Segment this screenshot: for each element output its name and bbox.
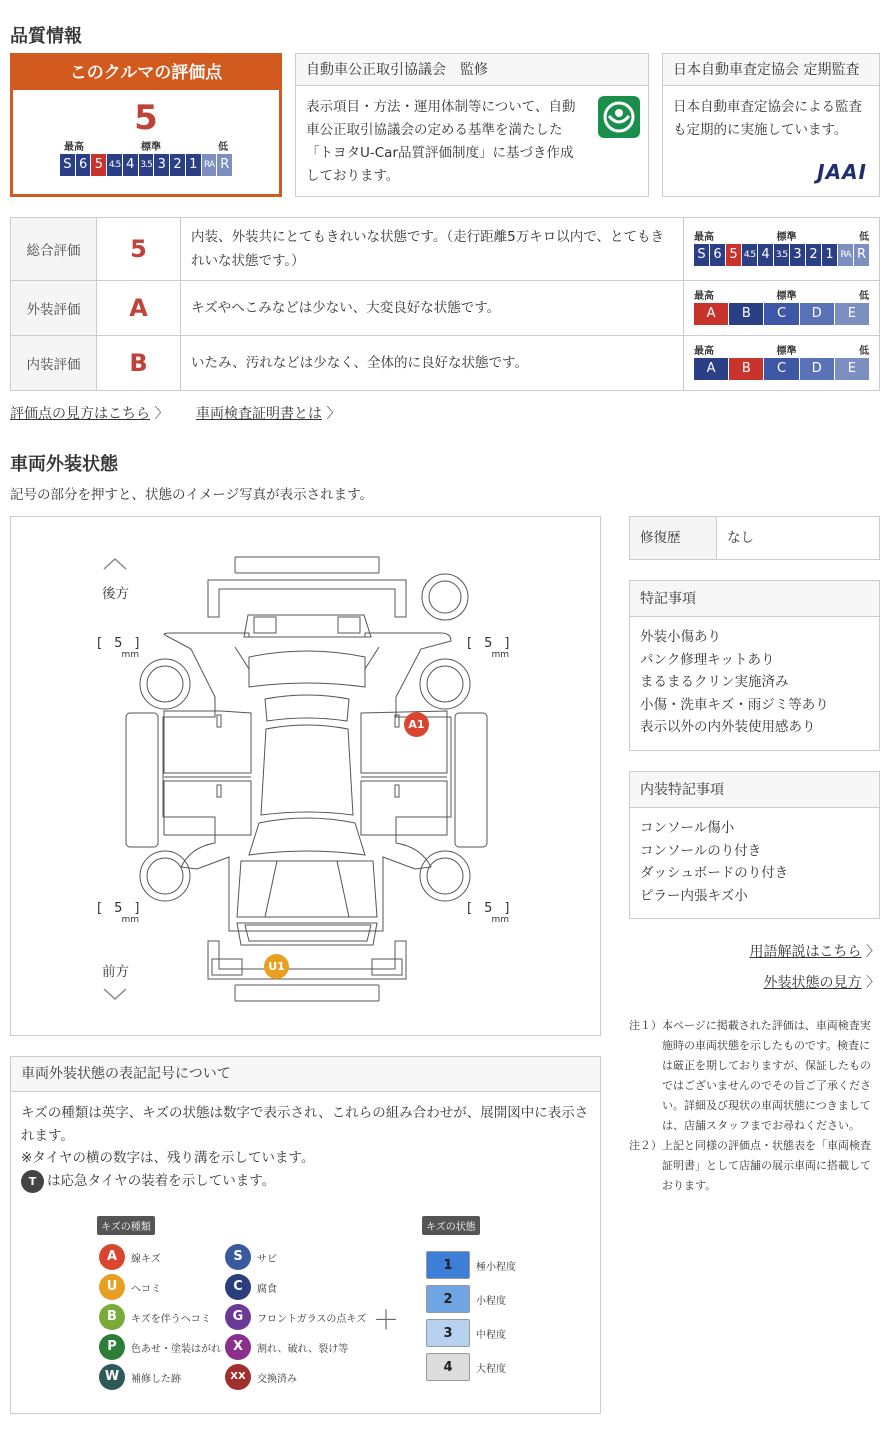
glossary-link[interactable] xyxy=(750,941,880,961)
exterior-howto-link[interactable] xyxy=(764,972,880,992)
scale-step: 2 xyxy=(170,154,185,176)
tread-unit: mm xyxy=(121,650,139,660)
chevron-right-icon: 〉 xyxy=(326,406,341,422)
scale-step: 4.5 xyxy=(107,154,122,176)
table-row xyxy=(11,218,880,281)
damage-kind-icon: U xyxy=(99,1274,125,1300)
damage-level-label: 極小程度 xyxy=(476,1261,516,1273)
scale-step: 1 xyxy=(186,154,201,176)
scale-label-std: 標準 xyxy=(776,291,797,302)
damage-kind-icon: XX xyxy=(225,1364,251,1390)
evaluation-table xyxy=(10,217,880,391)
grade-scale xyxy=(694,303,869,325)
score-scale xyxy=(60,154,232,176)
tread-bracket-open: [ xyxy=(97,636,103,651)
legend-kind xyxy=(225,1362,366,1392)
scale-step: R xyxy=(854,244,869,266)
scale-step: RA xyxy=(838,244,853,266)
grade-step: A xyxy=(694,358,728,380)
tread-rear-left xyxy=(97,636,145,659)
chevron-right-icon: 〉 xyxy=(866,975,880,991)
legend-p1: キズの種類は英字、キズの状態は数字で表示され、これらの組み合わせが、展開図中に表示されます。 xyxy=(21,1105,589,1144)
footnote-text: 本ページに掲載された評価は、車両検査実施時の車両状態を示したものです。検査には厳正を期しておりますが、保証したものではございませんのでその旨ご了承ください。詳細及び現状の車両状態につきましては、店舗スタッフまでお尋ねください。 xyxy=(662,1019,871,1132)
kousei-body: 表示項目・方法・運用体制等について、自動車公正取引協議会の定める基準を満たした「トヨタU-Car品質評価制度」に基づき作成しております。 xyxy=(306,99,576,184)
score-card-value: 5 xyxy=(134,98,158,138)
exterior-heading: 車両外装状態 xyxy=(10,454,118,475)
tread-rear-right xyxy=(467,636,515,659)
tread-bracket-open: [ xyxy=(97,901,103,916)
list-item: まるまるクリン実施済み xyxy=(640,674,789,690)
chevron-right-icon: 〉 xyxy=(154,406,169,422)
list-item: パンク修理キットあり xyxy=(640,651,775,668)
scale-step: 5 xyxy=(91,154,106,176)
damage-kind-icon: S xyxy=(225,1244,251,1270)
damage-kind-label: 腐食 xyxy=(257,1283,277,1295)
tread-front-left xyxy=(97,901,145,924)
eval-desc: キズやへこみなどは少ない、大変良好な状態です。 xyxy=(181,281,684,336)
scale-step: 2 xyxy=(806,244,821,266)
damage-kind-icon: W xyxy=(99,1364,125,1390)
scale-step: 6 xyxy=(76,154,91,176)
scale-label-std: 標準 xyxy=(141,142,161,153)
list-item: 外装小傷あり xyxy=(640,629,721,645)
kousei-logo-icon xyxy=(598,96,640,138)
eval-label: 内装評価 xyxy=(11,336,97,391)
eval-value: B xyxy=(97,336,181,391)
scale-label-std: 標準 xyxy=(776,346,797,357)
legend-p3: は応急タイヤの装着を示しています。 xyxy=(47,1172,276,1189)
damage-level-label: 中程度 xyxy=(476,1329,506,1341)
glossary-label[interactable]: 用語解説はこちら xyxy=(749,944,862,960)
damage-kind-label: フロントガラスの点キズ xyxy=(257,1313,367,1325)
scale-step: 4 xyxy=(758,244,773,266)
tread-value: 5 xyxy=(484,636,493,651)
footnote-text: 上記と同様の評価点・状態表を「車両検査証明書」として店舗の展示車両に搭載しております。 xyxy=(662,1139,871,1192)
exterior-diagram xyxy=(10,516,601,1036)
list-item: ピラー内張キズ小 xyxy=(640,887,748,904)
tread-bracket-close: ] xyxy=(504,901,510,916)
damage-kind-label: 補修した跡 xyxy=(131,1373,181,1385)
legend-state xyxy=(426,1316,516,1350)
kousei-title: 自動車公正取引協議会 監修 xyxy=(296,54,648,86)
table-row xyxy=(11,336,880,391)
grade-step: E xyxy=(835,303,869,325)
scale-label-high: 最高 xyxy=(694,232,714,243)
scale-label-low: 低 xyxy=(859,232,869,243)
score-scale xyxy=(694,244,869,266)
damage-level-icon: 4 xyxy=(426,1353,470,1381)
damage-level-label: 大程度 xyxy=(476,1363,506,1375)
grade-step: A xyxy=(694,303,728,325)
tread-value: 5 xyxy=(114,636,123,651)
legend-kind xyxy=(225,1242,366,1272)
footnote xyxy=(629,1016,880,1136)
scale-step: 3 xyxy=(154,154,169,176)
repair-history xyxy=(629,516,880,560)
scale-step: 5 xyxy=(726,244,741,266)
jaai-body: 日本自動車査定協会による監査も定期的に実施しています。 xyxy=(673,99,862,138)
repair-label: 修復歴 xyxy=(630,517,717,559)
legend-kind xyxy=(99,1332,221,1362)
scale-label-low: 低 xyxy=(218,142,228,153)
damage-kind-icon: A xyxy=(99,1244,125,1270)
interior-title: 内装特記事項 xyxy=(630,772,879,808)
list-item: 表示以外の内外装使用感あり xyxy=(640,719,816,735)
spare-tire-icon: T xyxy=(21,1170,44,1193)
list-item: コンソールのり付き xyxy=(640,842,762,859)
exterior-note: 記号の部分を押すと、状態のイメージ写真が表示されます。 xyxy=(10,487,374,503)
inspection-label[interactable]: 車両検査証明書とは xyxy=(196,406,322,422)
scale-label-low: 低 xyxy=(859,346,869,357)
legend-title: 車両外装状態の表記記号について xyxy=(11,1057,600,1092)
grade-step: C xyxy=(764,303,798,325)
eval-scale xyxy=(684,281,880,336)
damage-kind-icon: G xyxy=(225,1304,251,1330)
table-row xyxy=(11,281,880,336)
jaai-box xyxy=(662,53,880,197)
scale-step: RA xyxy=(202,154,217,176)
kousei-box xyxy=(295,53,649,197)
tread-unit: mm xyxy=(491,650,509,660)
scale-step: 3.5 xyxy=(774,244,789,266)
damage-kind-icon: B xyxy=(99,1304,125,1330)
legend-kind xyxy=(99,1272,221,1302)
tread-front-right xyxy=(467,901,515,924)
legend-state xyxy=(426,1248,516,1282)
damage-kind-label: ヘコミ xyxy=(131,1283,161,1295)
scale-label-high: 最高 xyxy=(694,346,714,357)
exterior-howto-label[interactable]: 外装状態の見方 xyxy=(763,975,862,991)
grade-step: D xyxy=(800,358,834,380)
scale-label-low: 低 xyxy=(859,291,869,302)
eval-value: 5 xyxy=(97,218,181,281)
kinds-right-list xyxy=(225,1242,366,1392)
legend-kind xyxy=(99,1242,221,1272)
damage-level-icon: 1 xyxy=(426,1251,470,1279)
tread-value: 5 xyxy=(484,901,493,916)
footnote-tag: 注２） xyxy=(629,1139,662,1152)
footnote xyxy=(629,1136,880,1196)
scale-step: 4.5 xyxy=(742,244,757,266)
eval-scale xyxy=(684,336,880,391)
rear-label: 後方 xyxy=(102,586,129,602)
scale-step: S xyxy=(60,154,75,176)
grade-step: D xyxy=(800,303,834,325)
interior-notes xyxy=(629,771,880,919)
tread-bracket-close: ] xyxy=(134,901,140,916)
legend-kind xyxy=(225,1272,366,1302)
grade-step: B xyxy=(729,358,763,380)
overall-score-card xyxy=(10,53,282,197)
damage-mark-u1[interactable]: U1 xyxy=(264,954,289,979)
damage-kind-label: 色あせ・塗装はがれ xyxy=(131,1343,221,1355)
chevron-right-icon: 〉 xyxy=(866,944,880,960)
tread-bracket-open: [ xyxy=(467,636,473,651)
legend-p2: ※タイヤの横の数字は、残り溝を示しています。 xyxy=(21,1150,315,1166)
damage-kind-label: サビ xyxy=(257,1253,277,1265)
damage-mark-a1[interactable]: A1 xyxy=(404,712,429,737)
tread-value: 5 xyxy=(114,901,123,916)
eval-howto-link[interactable] xyxy=(10,403,168,423)
repair-value: なし xyxy=(727,530,754,546)
damage-kind-label: キズを伴うヘコミ xyxy=(131,1313,211,1325)
quality-heading: 品質情報 xyxy=(10,26,82,47)
plus-icon: ＋ xyxy=(373,1306,400,1336)
interior-list xyxy=(630,808,879,916)
footnotes xyxy=(629,1016,880,1196)
legend-kind xyxy=(99,1362,221,1392)
tread-bracket-close: ] xyxy=(134,636,140,651)
legend-state xyxy=(426,1350,516,1384)
legend-box xyxy=(10,1056,601,1414)
scale-step: 3 xyxy=(790,244,805,266)
grade-scale xyxy=(694,358,869,380)
grade-step: C xyxy=(764,358,798,380)
eval-label: 総合評価 xyxy=(11,218,97,281)
scale-step: 3.5 xyxy=(139,154,154,176)
tread-bracket-close: ] xyxy=(504,636,510,651)
legend-state xyxy=(426,1282,516,1316)
scale-label-std: 標準 xyxy=(776,232,797,243)
legend-kind xyxy=(99,1302,221,1332)
eval-howto-label[interactable]: 評価点の見方はこちら xyxy=(10,406,150,422)
kinds-left-list xyxy=(99,1242,221,1392)
states-list xyxy=(426,1248,516,1384)
list-item: ダッシュボードのり付き xyxy=(640,865,789,881)
eval-desc: いたみ、汚れなどは少なく、全体的に良好な状態です。 xyxy=(181,336,684,391)
legend-kind xyxy=(225,1302,366,1332)
jaai-title: 日本自動車査定協会 定期監査 xyxy=(663,54,879,86)
list-item: 小傷・洗車キズ・雨ジミ等あり xyxy=(640,696,829,713)
scale-step: S xyxy=(694,244,709,266)
score-card-title: このクルマの評価点 xyxy=(13,56,279,90)
grade-step: E xyxy=(835,358,869,380)
tread-bracket-open: [ xyxy=(467,901,473,916)
damage-kind-label: 交換済み xyxy=(257,1373,297,1385)
eval-scale xyxy=(684,218,880,281)
legend-kind xyxy=(225,1332,366,1362)
kinds-title: キズの種類 xyxy=(97,1216,155,1235)
scale-step: R xyxy=(217,154,232,176)
eval-label: 外装評価 xyxy=(11,281,97,336)
footnote-tag: 注１） xyxy=(629,1019,662,1032)
eval-desc: 内装、外装共にとてもきれいな状態です。（走行距離5万キロ以内で、とてもきれいな状態です。） xyxy=(181,218,684,281)
damage-kind-label: 線キズ xyxy=(131,1253,161,1265)
special-list xyxy=(630,617,879,748)
inspection-link[interactable] xyxy=(196,403,340,423)
tread-unit: mm xyxy=(491,915,509,925)
scale-label-high: 最高 xyxy=(64,142,84,153)
tread-unit: mm xyxy=(121,915,139,925)
car-diagram-svg xyxy=(11,517,600,1035)
damage-level-icon: 3 xyxy=(426,1319,470,1347)
damage-kind-label: 割れ、破れ、裂け等 xyxy=(257,1343,349,1355)
scale-step: 4 xyxy=(123,154,138,176)
states-title: キズの状態 xyxy=(422,1216,480,1235)
scale-step: 6 xyxy=(710,244,725,266)
damage-level-icon: 2 xyxy=(426,1285,470,1313)
eval-value: A xyxy=(97,281,181,336)
front-label: 前方 xyxy=(102,964,129,980)
damage-kind-icon: P xyxy=(99,1334,125,1360)
scale-step: 1 xyxy=(822,244,837,266)
damage-kind-icon: C xyxy=(225,1274,251,1300)
jaai-logo: JAAI xyxy=(817,160,867,184)
special-notes xyxy=(629,580,880,751)
scale-label-high: 最高 xyxy=(694,291,714,302)
damage-level-label: 小程度 xyxy=(476,1295,506,1307)
special-title: 特記事項 xyxy=(630,581,879,617)
damage-kind-icon: X xyxy=(225,1334,251,1360)
grade-step: B xyxy=(729,303,763,325)
list-item: コンソール傷小 xyxy=(640,820,735,836)
